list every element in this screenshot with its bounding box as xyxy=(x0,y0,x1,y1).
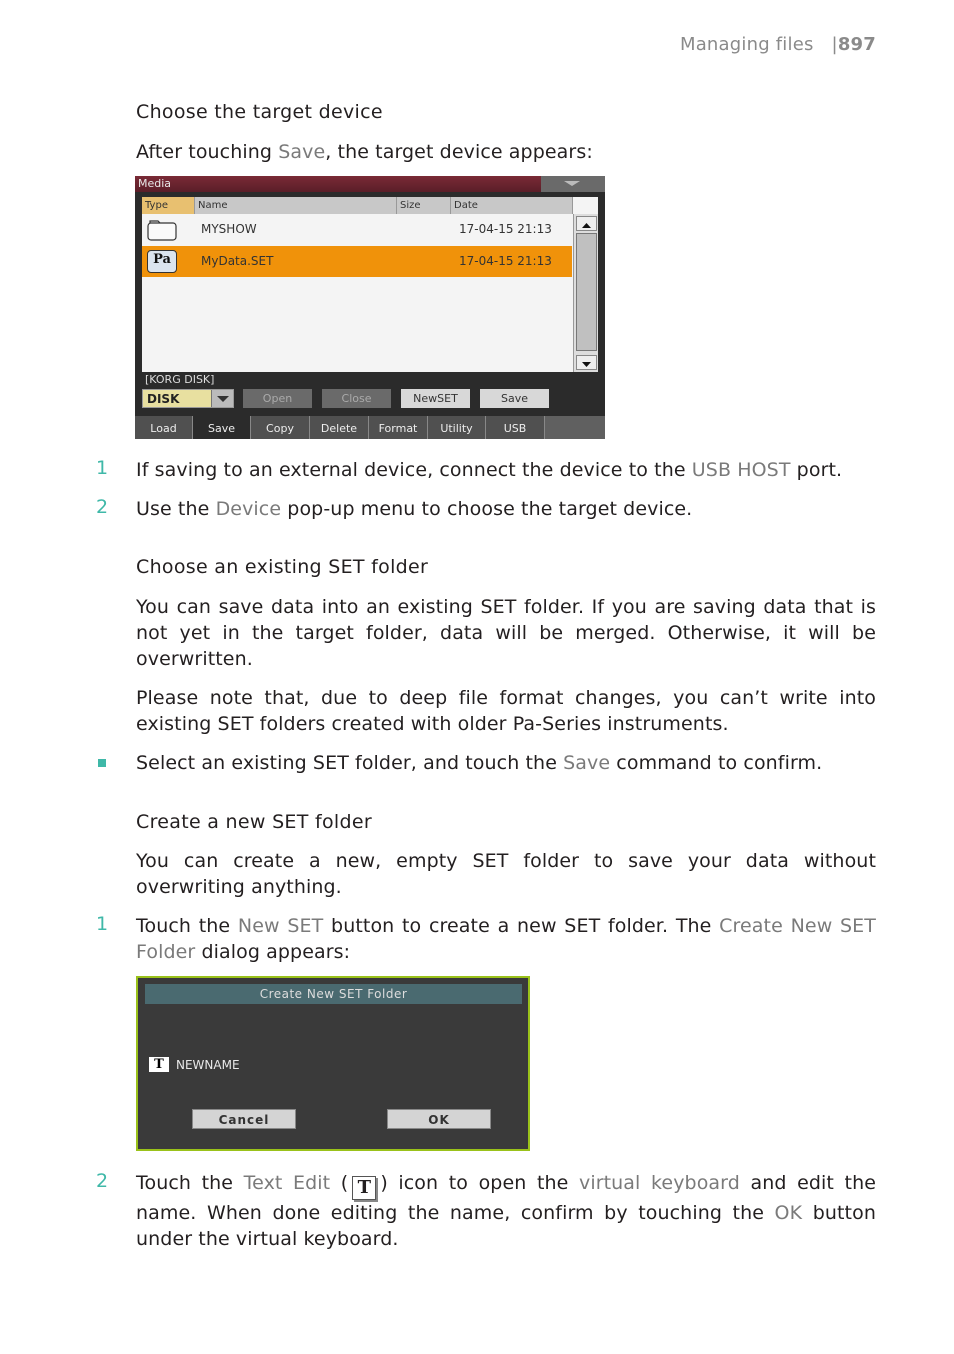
step-number: 2 xyxy=(96,496,109,518)
arrow-up-icon xyxy=(577,219,596,232)
close-button[interactable]: Close xyxy=(322,389,391,408)
pa-set-icon: Pa xyxy=(147,250,177,273)
intro-paragraph: After touching Save, the target device appears: xyxy=(136,141,593,163)
virtual-keyboard-term: virtual keyboard xyxy=(578,1172,740,1194)
text-edit-term: Text Edit xyxy=(243,1172,331,1194)
column-type[interactable]: Type xyxy=(142,197,195,214)
create-new-set-folder-term: Create New SET Folder xyxy=(136,915,876,963)
step-number: 1 xyxy=(96,913,109,935)
tab-load[interactable]: Load xyxy=(135,416,193,439)
media-title: Media xyxy=(138,177,172,190)
column-date[interactable]: Date xyxy=(451,197,573,214)
tab-save[interactable]: Save xyxy=(193,416,251,439)
folder-icon xyxy=(147,219,177,241)
new-set-button[interactable]: NewSET xyxy=(401,389,470,408)
page-number: 897 xyxy=(837,34,876,55)
media-tab-bar xyxy=(135,416,605,439)
header-separator: | xyxy=(831,34,838,55)
list-scrollbar[interactable] xyxy=(573,214,598,372)
media-title-bar xyxy=(135,176,605,192)
paragraph-format-change: Please note that, due to deep file format changes, you can’t write into existing SET folders created with older Pa-Series instruments. xyxy=(136,687,876,735)
arrow-down-icon xyxy=(577,358,596,371)
file-date: 17-04-15 21:13 xyxy=(459,254,552,268)
tab-delete[interactable]: Delete xyxy=(310,416,369,439)
file-row-mydata-set[interactable] xyxy=(142,246,572,277)
file-row-myshow[interactable] xyxy=(142,214,572,245)
device-value: DISK xyxy=(147,392,180,406)
step-touch-new-set: Touch the New SET button to create a new SET folder. The Create New SET Folder dialog appears: xyxy=(136,915,876,963)
scroll-thumb[interactable] xyxy=(576,233,597,351)
file-list[interactable] xyxy=(142,197,598,372)
device-popup-menu[interactable] xyxy=(142,389,234,408)
open-button[interactable]: Open xyxy=(243,389,312,408)
save-term: Save xyxy=(563,752,611,774)
heading-new-set-folder: Create a new SET folder xyxy=(136,811,372,833)
paragraph-merge: You can save data into an existing SET folder. If you are saving data that is not yet in the target folder, data will be merged. Otherwise, it will be overwritten. xyxy=(136,596,876,670)
cancel-button[interactable]: Cancel xyxy=(192,1109,296,1129)
save-term: Save xyxy=(278,141,326,163)
chevron-down-icon xyxy=(564,181,580,186)
current-path: [KORG DISK] xyxy=(145,373,215,386)
step-device-menu: Use the Device pop-up menu to choose the target device. xyxy=(136,498,693,520)
section-name: Managing files xyxy=(679,34,814,55)
create-folder-dialog-screenshot xyxy=(136,976,530,1151)
text-edit-icon[interactable]: T xyxy=(149,1057,169,1072)
device-dropdown-arrow[interactable] xyxy=(211,390,233,407)
text-edit-icon: T xyxy=(352,1176,376,1200)
bullet-select-folder: Select an existing SET folder, and touch the Save command to confirm. xyxy=(136,752,823,774)
step-number: 1 xyxy=(96,457,109,479)
new-set-term: New SET xyxy=(237,915,324,937)
folder-name-value[interactable]: NEWNAME xyxy=(176,1058,240,1072)
step-text-edit: Touch the Text Edit ( T ) icon to open the virtual keyboard and edit the name. When done editing the name, confirm by touching the OK button under the virtual keyboard. xyxy=(136,1172,877,1250)
tab-format[interactable]: Format xyxy=(369,416,428,439)
save-button[interactable]: Save xyxy=(480,389,549,408)
scroll-down-button[interactable] xyxy=(576,355,597,370)
column-size[interactable]: Size xyxy=(397,197,451,214)
paragraph-new-folder: You can create a new, empty SET folder to save your data without overwriting anything. xyxy=(136,850,876,898)
file-name: MYSHOW xyxy=(201,222,257,236)
ok-button[interactable]: OK xyxy=(387,1109,491,1129)
ok-term: OK xyxy=(774,1202,803,1224)
dialog-title: Create New SET Folder xyxy=(145,984,522,1004)
step-number: 2 xyxy=(96,1170,109,1192)
tab-utility[interactable]: Utility xyxy=(428,416,486,439)
step-usb-host: If saving to an external device, connect the device to the USB HOST port. xyxy=(136,459,843,481)
tab-usb[interactable]: USB xyxy=(486,416,545,439)
device-term: Device xyxy=(215,498,282,520)
triangle-down-icon xyxy=(217,396,229,402)
file-name: MyData.SET xyxy=(201,254,274,268)
file-date: 17-04-15 21:13 xyxy=(459,222,552,236)
tab-copy[interactable]: Copy xyxy=(251,416,310,439)
heading-choose-target-device: Choose the target device xyxy=(136,101,383,123)
column-name[interactable]: Name xyxy=(195,197,397,214)
page-menu-button[interactable] xyxy=(541,176,605,192)
running-header xyxy=(680,34,876,55)
heading-existing-set-folder: Choose an existing SET folder xyxy=(136,556,429,578)
scroll-up-button[interactable] xyxy=(576,216,597,231)
bullet-marker xyxy=(98,759,106,767)
usb-host-term: USB HOST xyxy=(691,459,791,481)
media-screen-screenshot xyxy=(135,176,605,439)
